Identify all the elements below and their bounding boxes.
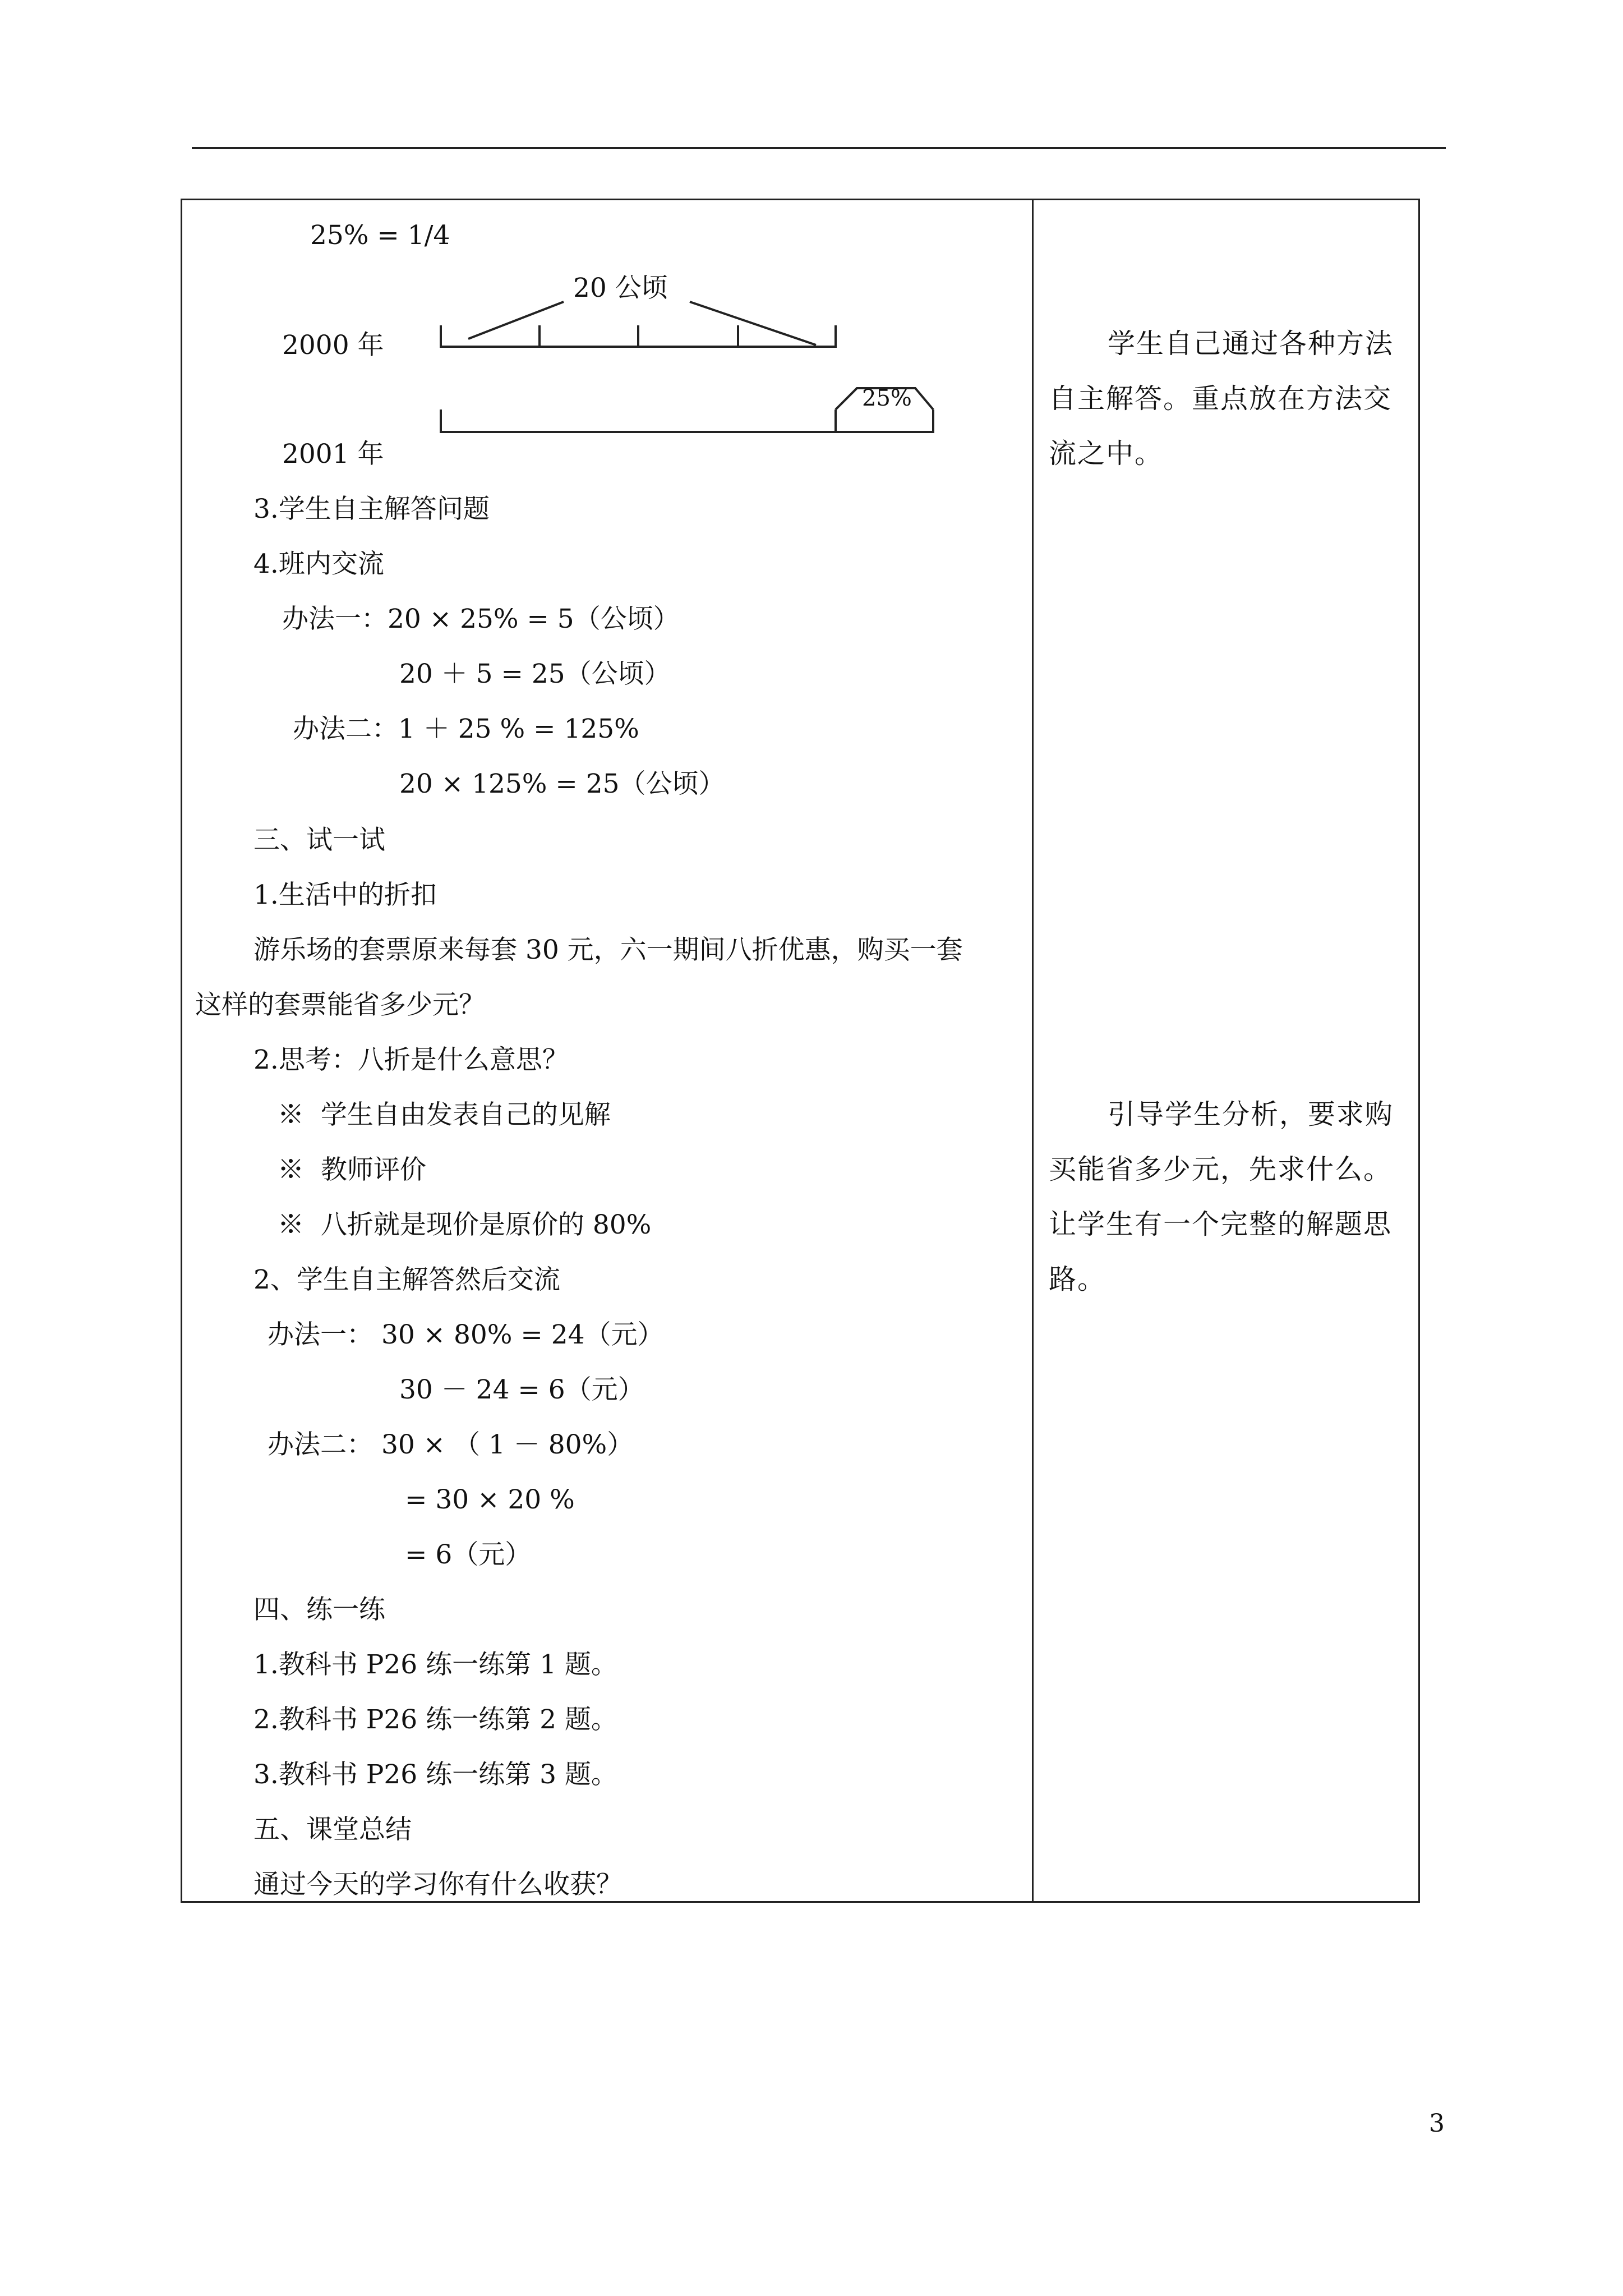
discount-method-2-line-3: = 6（元） xyxy=(405,1539,532,1570)
method-1-line-1: 办法一：20 × 25% = 5（公顷） xyxy=(282,604,680,634)
problem-line-1: 游乐场的套票原来每套 30 元，六一期间八折优惠，购买一套 xyxy=(253,935,963,965)
total-area-label: 20 公顷 xyxy=(573,273,668,303)
discount-method-1-line-2: 30 － 24 = 6（元） xyxy=(399,1374,644,1405)
section-5-heading: 五、课堂总结 xyxy=(253,1814,412,1845)
teacher-note-2-line-1: 引导学生分析，要求购 xyxy=(1108,1098,1394,1130)
year-2001-label: 2001 年 xyxy=(282,439,384,470)
exercise-2: 2.教科书 P26 练一练第 2 题。 xyxy=(253,1704,617,1735)
increase-pct-label: 25% xyxy=(862,385,912,411)
exercise-1: 1.教科书 P26 练一练第 1 题。 xyxy=(253,1649,617,1680)
step-3: 3.学生自主解答问题 xyxy=(253,494,490,524)
teacher-note-2-line-2: 买能省多少元，先求什么。 xyxy=(1049,1153,1393,1185)
discount-method-1-line-1: 办法一： 30 × 80% = 24（元） xyxy=(268,1319,664,1350)
teacher-note-1-line-2: 自主解答。重点放在方法交 xyxy=(1049,383,1393,415)
page-number: 3 xyxy=(1429,2109,1445,2138)
note-1: ※ 学生自由发表自己的见解 xyxy=(278,1099,611,1130)
section-3-item-2: 2.思考：八折是什么意思？ xyxy=(253,1045,569,1075)
ratio-line: 25% = 1/4 xyxy=(310,220,450,251)
note-2: ※ 教师评价 xyxy=(278,1154,426,1185)
exercise-3: 3.教科书 P26 练一练第 3 题。 xyxy=(253,1759,617,1790)
section-4-heading: 四、练一练 xyxy=(253,1594,385,1625)
bar-2001 xyxy=(441,409,933,432)
step-4: 4.班内交流 xyxy=(253,549,384,579)
year-2000-label: 2000 年 xyxy=(282,330,384,361)
discount-method-2-line-2: = 30 × 20 % xyxy=(405,1484,575,1515)
problem-line-2: 这样的套票能省多少元？ xyxy=(195,990,485,1020)
note-3: ※ 八折就是现价是原价的 80% xyxy=(278,1209,652,1240)
teacher-note-2-line-4: 路。 xyxy=(1049,1263,1106,1295)
method-2-line-2: 20 × 125% = 25（公顷） xyxy=(399,769,725,799)
section-3-heading: 三、试一试 xyxy=(253,825,385,855)
brace-right xyxy=(690,302,816,345)
discount-method-2-line-1: 办法二： 30 × （ 1 － 80%） xyxy=(268,1429,634,1460)
brace-left xyxy=(468,302,564,339)
teacher-note-1-line-3: 流之中。 xyxy=(1049,438,1164,470)
summary-question: 通过今天的学习你有什么收获？ xyxy=(253,1869,623,1900)
method-2-line-1: 办法二：1 ＋ 25 % = 125% xyxy=(293,714,639,744)
teacher-note-2-line-3: 让学生有一个完整的解题思 xyxy=(1049,1208,1393,1240)
method-1-line-2: 20 ＋ 5 = 25（公顷） xyxy=(399,659,671,689)
section-3-item-3: 2、学生自主解答然后交流 xyxy=(253,1264,560,1295)
teacher-note-1-line-1: 学生自己通过各种方法 xyxy=(1108,328,1394,360)
section-3-item-1: 1.生活中的折扣 xyxy=(253,880,437,910)
